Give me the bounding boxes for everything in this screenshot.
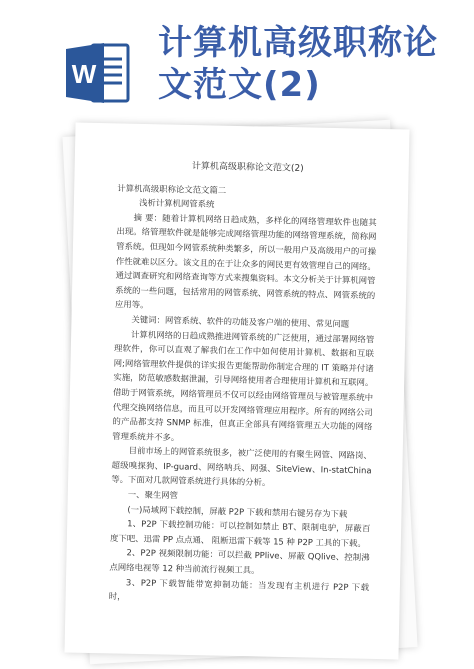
document-title: 计算机高级职称论文范文(2)	[191, 161, 304, 174]
doc-paragraph: 摘 要：随着计算机网络日趋成熟，多样化的网络管理软件也随其出现。络管理软件就是能够完成网络管理功能的网络管理系统，简称网管系统。但现如今网管系统种类繁多，所以一般用户及高级用户的可操作性就难以区分。该文且的在于让众多的网民更有效管理自己的网络。通过调查研究和网络查询等方式来搜集资料。本文分析关于计算机网管系统的一些问题，包括常用的网管系统、网管系统的特点、网管系统的应用等。	[114, 212, 377, 311]
doc-paragraph: 目前市场上的网管系统很多，被广泛使用的有聚生网管、网路岗、超级嗅探狗、IP-guard、网络呐兵、网强、SiteView、In-statChina等。下面对几款网管系统进行具体的分析。	[111, 445, 372, 488]
page-title-line-2: 文范文(2)	[158, 65, 321, 105]
doc-paragraph: 浅析计算机网管系统	[138, 197, 215, 210]
doc-paragraph: 关键词：网管系统、软件的功能及客户端的使用、常见问题	[131, 314, 350, 329]
doc-paragraph: (一)局域网下载控制，屏蔽 P2P 下载和禁用右键另存为下载	[127, 503, 348, 519]
page-title	[158, 22, 458, 106]
page-title-line-1: 计算机高级职称论	[158, 23, 438, 63]
document-body	[109, 158, 378, 609]
doc-paragraph: 一、聚生网管	[127, 489, 179, 501]
page-header	[0, 0, 474, 120]
doc-paragraph: 1、P2P 下载控制功能：可以控制如禁止 BT、限制电驴，屏蔽百度下吧、迅雷 PP 点点通、 阻断迅雷下载等 15 种 P2P 工具的下载。	[109, 518, 371, 549]
doc-paragraph: 3、P2P 下载智能带宽抑制功能：当发现有主机进行 P2P 下载时，	[108, 576, 370, 602]
svg-text:W: W	[71, 59, 97, 89]
doc-paragraph: 计算机高级职称论文范文篇二	[117, 182, 227, 195]
doc-paragraph: 计算机网络的日趋成熟推进网管系统的广泛使用，通过部署网络管理软件，你可以直观了解我们在工作中如何使用计算机、数据和互联网;网络管理软件提供的详实报告更能帮助你制定合理的 IT 策略并付诸实施，防范敏感数据泄漏，引导网络使用者合理使用计算机和互联网。借助于网管系统，网络管理员不仅可以经由网络管理员与被管理系统中代理交换网络信息，而且可以开发网络管理应用程序。所有的网络公司的产品都支持 SNMP 标准，但真正全部具有网络管理五大功能的网络管理系统并不多。	[112, 328, 375, 443]
doc-paragraph: 2、P2P 视频限制功能：可以拦截 PPlive、屏蔽 QQlive、控制沸点网络电视等 12 种当前流行视频工具。	[109, 547, 370, 576]
word-document-icon	[62, 37, 134, 109]
